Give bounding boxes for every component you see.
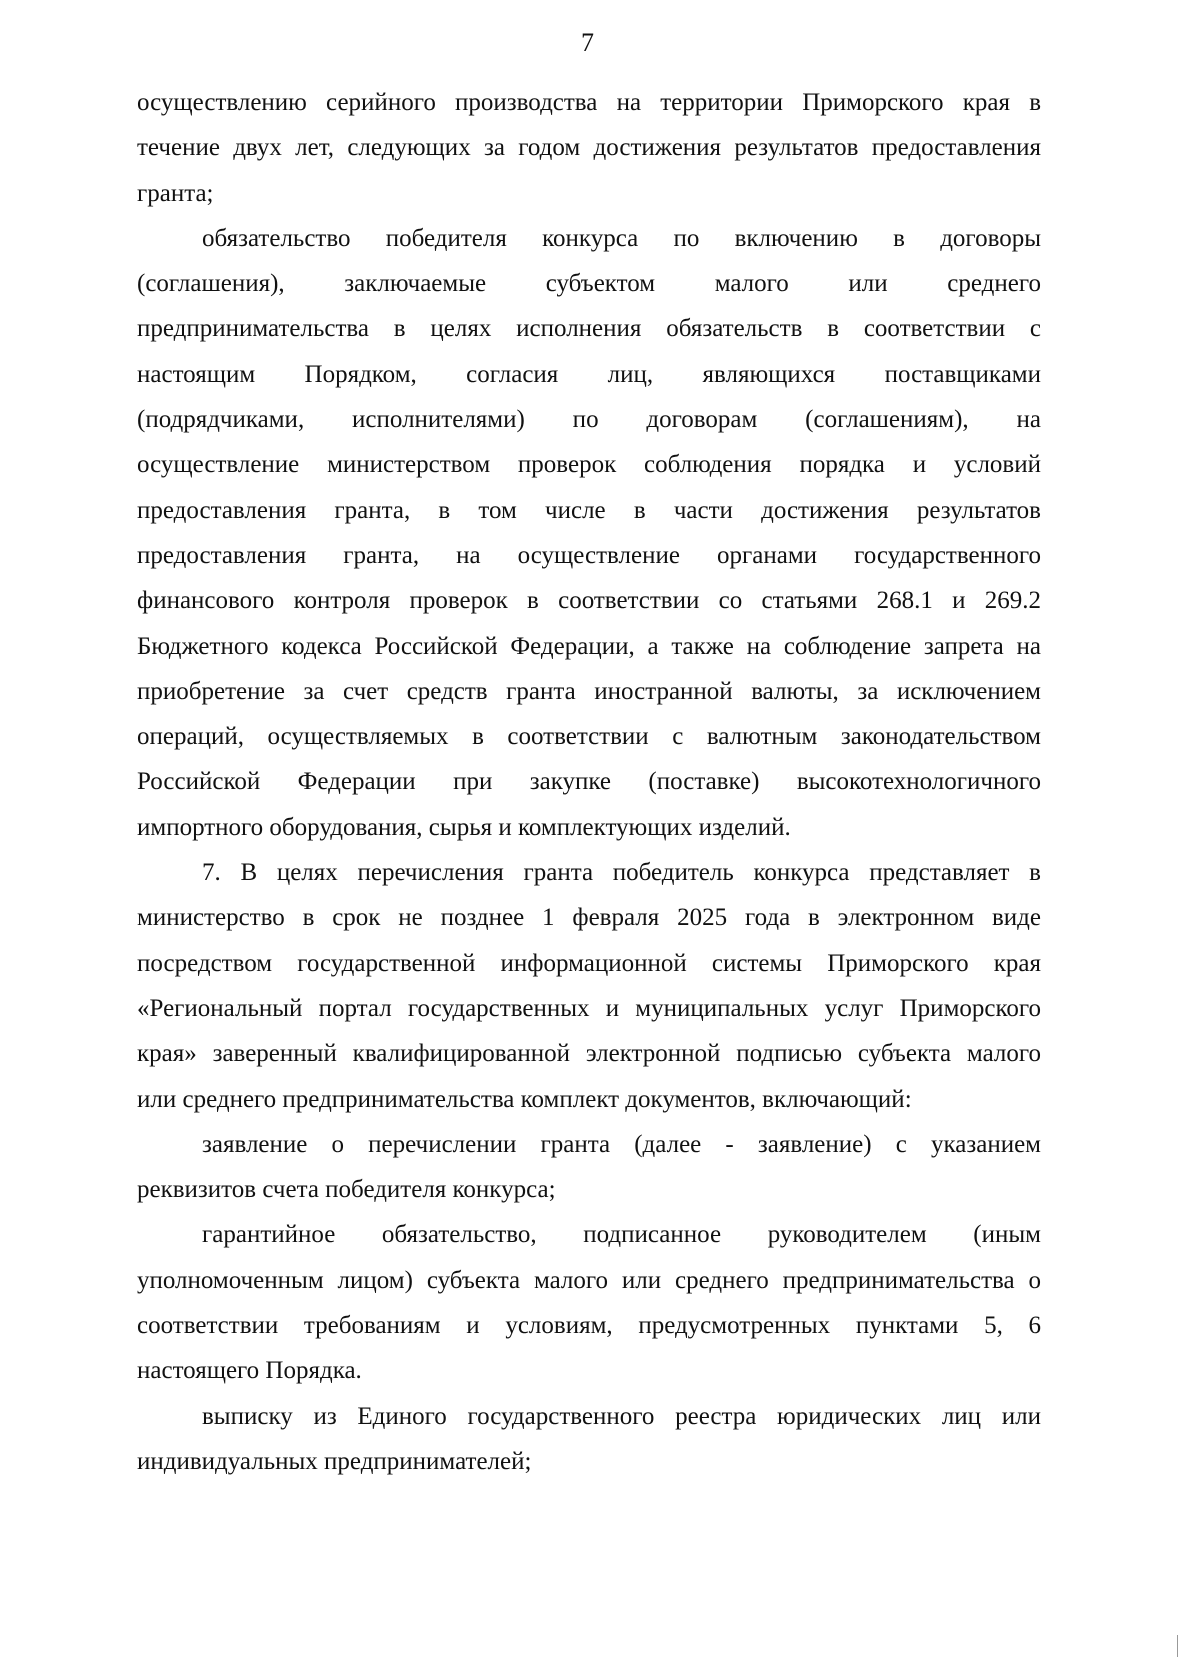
text-line: настоящим Порядком, согласия лиц, являющихся поставщиками [137, 360, 1041, 388]
text-line: течение двух лет, следующих за годом достижения результатов предоставления [137, 134, 1041, 162]
text-line: (подрядчиками, исполнителями) по договорам (соглашениям), на [137, 406, 1041, 434]
paragraph [137, 1122, 1041, 1213]
text-line: заявление о перечислении гранта (далее - заявление) с указанием [202, 1130, 1041, 1158]
document-body [137, 80, 1041, 1484]
text-line: финансового контроля проверок в соответствии со статьями 268.1 и 269.2 [137, 587, 1041, 615]
text-line: импортного оборудования, сырья и комплектующих изделий. [137, 813, 791, 841]
text-line: предоставления гранта, на осуществление органами государственного [137, 541, 1041, 569]
text-line: 7. В целях перечисления гранта победитель конкурса представляет в [202, 859, 1041, 887]
text-line: выписку из Единого государственного реестра юридических лиц или [202, 1402, 1041, 1430]
text-line: Бюджетного кодекса Российской Федерации, а также на соблюдение запрета на [137, 632, 1041, 660]
text-line: уполномоченным лицом) субъекта малого или среднего предпринимательства о [137, 1266, 1041, 1294]
text-line: края» заверенный квалифицированной электронной подписью субъекта малого [137, 1040, 1041, 1068]
scan-margin-mark [1177, 1635, 1178, 1657]
text-line: министерство в срок не позднее 1 февраля 2025 года в электронном виде [137, 904, 1041, 932]
text-line: осуществление министерством проверок соблюдения порядка и условий [137, 451, 1041, 479]
text-line: гранта; [137, 179, 214, 207]
paragraph [137, 80, 1041, 216]
text-line: предоставления гранта, в том числе в части достижения результатов [137, 496, 1041, 524]
text-line: приобретение за счет средств гранта иностранной валюты, за исключением [137, 677, 1041, 705]
text-line: (соглашения), заключаемые субъектом малого или среднего [137, 270, 1041, 298]
paragraph [137, 850, 1041, 1122]
paragraph [137, 1394, 1041, 1485]
text-line: операций, осуществляемых в соответствии с валютным законодательством [137, 723, 1041, 751]
text-line: гарантийное обязательство, подписанное руководителем (иным [202, 1221, 1041, 1249]
text-line: посредством государственной информационной системы Приморского края [137, 949, 1041, 977]
page-number: 7 [581, 28, 594, 57]
paragraph [137, 1212, 1041, 1393]
text-line: соответствии требованиям и условиям, предусмотренных пунктами 5, 6 [137, 1312, 1041, 1340]
paragraph [137, 216, 1041, 850]
text-line: «Региональный портал государственных и муниципальных услуг Приморского [137, 994, 1041, 1022]
text-line: реквизитов счета победителя конкурса; [137, 1176, 556, 1204]
text-line: или среднего предпринимательства комплект документов, включающий: [137, 1085, 912, 1113]
text-line: индивидуальных предпринимателей; [137, 1447, 532, 1475]
text-line: осуществлению серийного производства на территории Приморского края в [137, 89, 1041, 116]
text-line: обязательство победителя конкурса по включению в договоры [202, 224, 1041, 252]
text-line: Российской Федерации при закупке (поставке) высокотехнологичного [137, 768, 1041, 796]
text-line: настоящего Порядка. [137, 1357, 362, 1385]
text-line: предпринимательства в целях исполнения обязательств в соответствии с [137, 315, 1041, 343]
